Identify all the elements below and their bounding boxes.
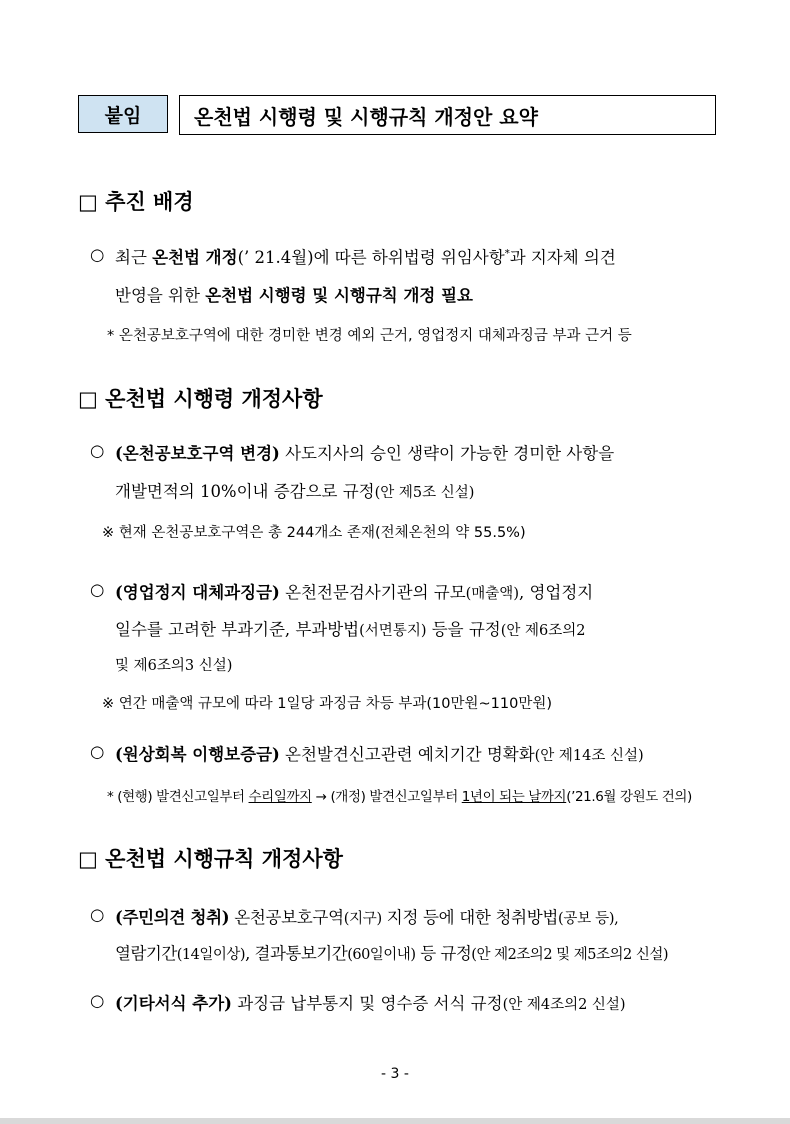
text: * (현행) 발견신고일부터 <box>107 789 249 805</box>
text: (’ 21.4월)에 따른 하위법령 위임사항 <box>237 248 505 267</box>
bold-text: (주민의견 청취) <box>115 908 230 927</box>
decree-item1-line2 <box>115 478 474 502</box>
small-text: (매출액) <box>465 586 519 602</box>
decree-item3-line1 <box>115 741 644 765</box>
decree-note2: ※ 연간 매출액 규모에 따라 1일당 과징금 차등 부과(10만원~110만원) <box>102 696 552 712</box>
bold-text: (온천공보호구역 변경) <box>115 444 280 463</box>
rules-item1-line2 <box>115 940 668 964</box>
reference-text: (안 제14조 신설) <box>534 748 644 764</box>
text: , 영업정지 <box>518 583 594 602</box>
attachment-badge <box>78 95 168 133</box>
rules-item2-line1 <box>115 990 626 1014</box>
bold-text: (영업정지 대체과징금) <box>115 583 280 602</box>
document-title-box <box>179 95 716 135</box>
text: (’21.6월 강원도 건의) <box>566 789 692 805</box>
text: 반영을 위한 <box>115 286 206 305</box>
text: 등을 규정 <box>426 620 501 639</box>
reference-text: (안 제6조의2 <box>500 623 586 639</box>
footnote-mark: * <box>504 248 510 260</box>
text: 열람기간 <box>115 944 177 963</box>
page-title: 온천법 시행령 및 시행규칙 개정안 요약 <box>194 104 538 129</box>
text: , 결과통보기간 <box>245 944 348 963</box>
small-text: (14일이상) <box>176 947 246 963</box>
page-bottom-divider <box>0 1118 790 1124</box>
bold-text: 온천법 시행령 및 시행규칙 개정 필요 <box>205 286 473 305</box>
decree-note3 <box>107 785 692 805</box>
text: 등 규정 <box>415 944 472 963</box>
bullet-mark: ○ <box>90 245 105 264</box>
bullet-mark: ○ <box>90 441 105 460</box>
small-text: (공보 등), <box>558 911 619 927</box>
text: 과징금 납부통지 및 영수증 서식 규정 <box>232 994 503 1013</box>
bullet-mark: ○ <box>90 742 105 761</box>
section-heading-decree: □ 온천법 시행령 개정사항 <box>78 387 323 411</box>
text: 일수를 고려한 부과기준, 부과방법 <box>115 620 360 639</box>
section-heading-background: □ 추진 배경 <box>78 190 194 214</box>
decree-item2-line3: 및 제6조의3 신설) <box>115 658 233 674</box>
text: 최근 <box>115 248 153 267</box>
bullet-mark: ○ <box>90 905 105 924</box>
text: 개발면적의 10%이내 증감으로 규정 <box>115 482 375 501</box>
text: 온천공보호구역 <box>229 908 344 927</box>
background-paragraph-line2 <box>115 282 473 306</box>
text: 온천전문검사기관의 규모 <box>285 583 466 602</box>
small-text: (서면통지) <box>359 623 427 639</box>
text: 온천발견신고관련 예치기간 명확화 <box>279 745 535 764</box>
text: 과 지자체 의견 <box>509 248 616 267</box>
bold-text: (기타서식 추가) <box>115 994 232 1013</box>
text: 사도지사의 승인 생략이 가능한 경미한 사항을 <box>285 444 615 463</box>
decree-item2-line2 <box>115 616 585 640</box>
rules-item1-line1 <box>115 904 618 928</box>
background-paragraph-line1 <box>115 244 616 268</box>
section-heading-rules: □ 온천법 시행규칙 개정사항 <box>78 847 343 871</box>
decree-item1-line1 <box>115 440 614 464</box>
underlined-text: 수리일까지 <box>248 789 312 805</box>
reference-text: (안 제2조의2 및 제5조의2 신설) <box>471 947 669 963</box>
reference-text: (안 제4조의2 신설) <box>502 997 626 1013</box>
page-number: - 3 - <box>381 1066 409 1082</box>
decree-note1: ※ 현재 온천공보호구역은 총 244개소 존재(전체온천의 약 55.5%) <box>102 525 526 541</box>
small-text: (지구) <box>343 911 382 927</box>
badge-label: 붙임 <box>104 104 142 127</box>
text: 지정 등에 대한 청취방법 <box>381 908 559 927</box>
background-footnote: * 온천공보호구역에 대한 경미한 변경 예외 근거, 영업정지 대체과징금 부과 근거 등 <box>107 328 632 344</box>
text: → (개정) 발견신고일부터 <box>311 789 462 805</box>
reference-text: (안 제5조 신설) <box>374 485 475 501</box>
bullet-mark: ○ <box>90 991 105 1010</box>
decree-item2-line1 <box>115 579 593 603</box>
small-text: (60일이내) <box>347 947 416 963</box>
bullet-mark: ○ <box>90 580 105 599</box>
bold-text: 온천법 개정 <box>152 248 238 267</box>
bold-text: (원상회복 이행보증금) <box>115 745 280 764</box>
underlined-text: 1년이 되는 날까지 <box>461 789 567 805</box>
